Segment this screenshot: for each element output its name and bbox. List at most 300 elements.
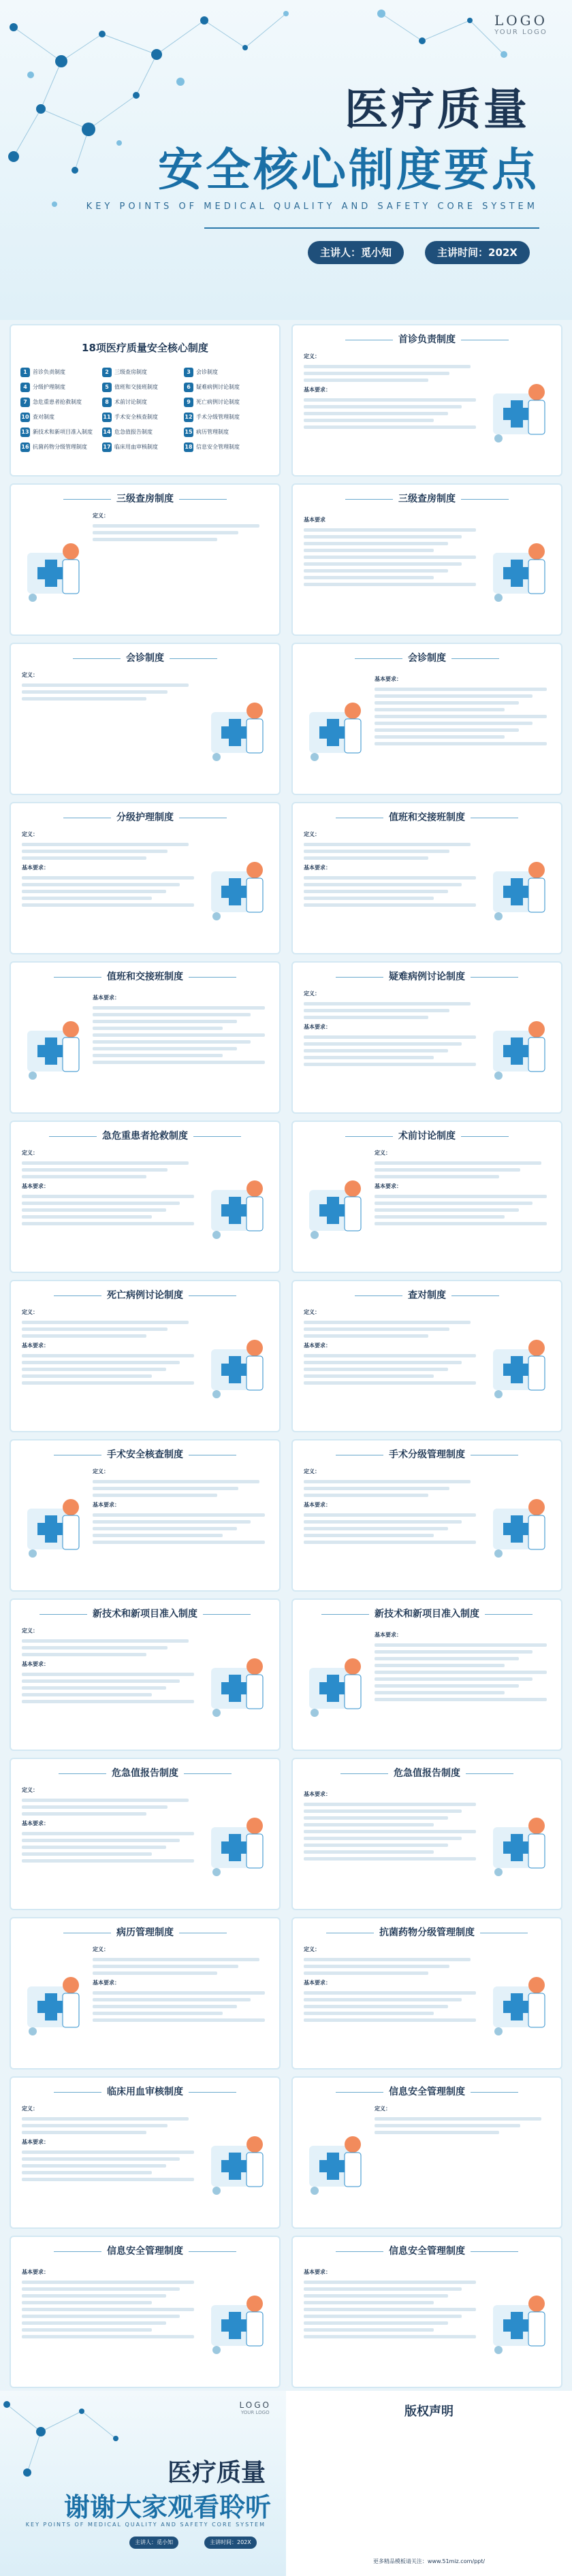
slide-body <box>375 1149 550 1229</box>
toc-item-label: 信息安全管理制度 <box>196 444 240 450</box>
text-line <box>22 2151 194 2154</box>
definition-label: 定义： <box>304 1309 320 1315</box>
text-line <box>375 735 505 739</box>
text-line <box>22 2281 194 2284</box>
text-line <box>304 1361 462 1364</box>
text-line <box>304 1374 434 1378</box>
text-line <box>22 876 194 880</box>
medical-illustration-icon <box>302 692 368 767</box>
text-line <box>22 1653 146 1656</box>
text-line <box>22 2117 189 2121</box>
logo-text: LOGO <box>494 12 547 29</box>
text-line <box>93 1061 265 1064</box>
text-line <box>304 1009 449 1012</box>
medical-illustration-icon <box>486 851 552 926</box>
text-line <box>304 365 471 368</box>
text-line <box>22 1852 152 1856</box>
toc-item <box>102 366 184 379</box>
text-line <box>22 1208 166 1212</box>
text-line <box>22 1327 168 1331</box>
text-line <box>304 1327 449 1331</box>
definition-label: 定义： <box>93 1468 109 1475</box>
text-line <box>304 549 434 552</box>
slide-body <box>22 671 197 704</box>
text-line <box>93 2005 237 2008</box>
cover-title-line2: 安全核心制度要点 <box>158 144 539 196</box>
ending-line1: 医疗质量 <box>167 2459 266 2487</box>
content-slide <box>10 1439 281 1592</box>
content-slide <box>291 483 562 636</box>
toc-slide <box>10 324 281 477</box>
text-line <box>304 1063 476 1066</box>
slide-title: 危急值报告制度 <box>11 1766 279 1780</box>
text-line <box>375 1643 547 1647</box>
slide-title: 信息安全管理制度 <box>11 2244 279 2257</box>
text-line <box>22 1812 146 1816</box>
toc-item-label: 危急值报告制度 <box>114 429 153 435</box>
slide-body <box>304 1946 479 2025</box>
toc-item <box>102 396 184 408</box>
toc-item <box>184 366 266 379</box>
toc-item-label: 新技术和新项目准入制度 <box>33 429 93 435</box>
text-line <box>93 1998 251 2001</box>
medical-illustration-icon <box>20 532 86 607</box>
text-line <box>375 701 519 705</box>
toc-item <box>184 381 266 393</box>
toc-item <box>20 366 102 379</box>
definition-label: 定义： <box>304 1946 320 1952</box>
text-line <box>304 1541 476 1544</box>
definition-label: 定义： <box>93 1946 109 1952</box>
content-slide <box>291 802 562 954</box>
ending-time-pill: 主讲时间：202X <box>204 2537 257 2549</box>
text-line <box>304 1035 476 1039</box>
requirements-label: 基本要求： <box>304 1023 331 1030</box>
text-line <box>22 1374 152 1378</box>
ending-logo-subtext: YOUR LOGO <box>240 2410 270 2415</box>
text-line <box>22 856 146 860</box>
text-line <box>93 1033 265 1037</box>
slide-body <box>22 2264 197 2342</box>
content-slide <box>291 1598 562 1751</box>
toc-item <box>184 410 266 423</box>
text-line <box>375 742 547 745</box>
content-slide <box>10 2076 281 2229</box>
slide-body <box>304 512 479 590</box>
definition-label: 定义： <box>304 991 320 997</box>
text-line <box>304 1480 471 1483</box>
slide-body <box>93 1946 268 2025</box>
text-line <box>304 2315 462 2318</box>
text-line <box>304 1809 462 1813</box>
definition-label: 定义： <box>93 513 109 519</box>
slide-body <box>22 1308 197 1388</box>
toc-item-number: 18 <box>184 442 193 452</box>
text-line <box>93 1013 251 1016</box>
text-line <box>304 2301 434 2304</box>
text-line <box>304 1049 448 1052</box>
text-line <box>93 1494 217 1497</box>
medical-illustration-icon <box>20 1010 86 1085</box>
definition-label: 定义： <box>22 1787 38 1793</box>
medical-illustration-icon <box>20 1966 86 2041</box>
text-line <box>93 1991 265 1995</box>
text-line <box>304 1857 476 1861</box>
text-line <box>304 1494 428 1497</box>
toc-item <box>102 410 184 423</box>
slide-body <box>93 990 268 1067</box>
text-line <box>22 697 146 701</box>
text-line <box>304 897 434 900</box>
requirements-label: 基本要求： <box>22 1342 49 1349</box>
slide-body <box>93 512 268 545</box>
toc-item-label: 首诊负责制度 <box>33 369 65 375</box>
content-slide <box>10 961 281 1114</box>
content-slide <box>10 1280 281 1432</box>
text-line <box>22 690 168 694</box>
text-line <box>22 2335 194 2338</box>
requirements-label: 基本要求： <box>304 386 331 393</box>
text-line <box>304 576 434 579</box>
text-line <box>375 2131 499 2134</box>
definition-label: 定义： <box>22 2106 38 2112</box>
text-line <box>22 1361 180 1364</box>
slide-title: 病历管理制度 <box>11 1925 279 1939</box>
medical-illustration-icon <box>204 851 270 926</box>
text-line <box>304 876 476 880</box>
slide-body <box>375 1627 550 1705</box>
text-line <box>22 2131 146 2134</box>
content-slide <box>291 1758 562 1910</box>
requirements-label: 基本要求： <box>93 995 120 1001</box>
medical-illustration-icon <box>20 1488 86 1563</box>
text-line <box>304 528 476 532</box>
text-line <box>93 1534 223 1537</box>
text-line <box>304 2287 462 2291</box>
ending-subtitle: KEY POINTS OF MEDICAL QUALITY AND SAFETY CORE SYSTEM <box>25 2522 266 2528</box>
toc-list <box>20 364 270 453</box>
text-line <box>304 1487 449 1490</box>
text-line <box>304 556 476 559</box>
text-line <box>22 2308 194 2311</box>
requirements-label: 基本要求： <box>93 1979 120 1986</box>
slide-body <box>22 831 197 910</box>
toc-item-label: 手术安全核查制度 <box>114 414 158 420</box>
toc-item <box>102 440 184 453</box>
cover-divider <box>204 227 539 229</box>
text-line <box>304 1368 448 1371</box>
slide-title: 值班和交接班制度 <box>293 810 561 824</box>
text-line <box>22 843 189 846</box>
text-line <box>375 722 533 725</box>
text-line <box>22 903 194 907</box>
text-line <box>304 412 448 415</box>
toc-item-number: 12 <box>184 413 193 422</box>
copyright-footer: 更多精品模板请关注：www.51miz.com/ppt/ <box>372 2558 486 2564</box>
medical-illustration-icon <box>486 1488 552 1563</box>
toc-item <box>20 425 102 438</box>
content-slide <box>291 2236 562 2388</box>
definition-label: 定义： <box>304 1468 320 1475</box>
text-line <box>22 1673 194 1676</box>
slide-title: 抗菌药物分级管理制度 <box>293 1925 561 1939</box>
slide-body <box>375 2105 550 2138</box>
medical-illustration-icon <box>204 692 270 767</box>
requirements-label: 基本要求： <box>22 1660 49 1667</box>
text-line <box>22 683 189 687</box>
text-line <box>375 1222 547 1225</box>
toc-item <box>102 425 184 438</box>
slide-body <box>304 1308 479 1388</box>
content-slide <box>10 1598 281 1751</box>
slide-title: 值班和交接班制度 <box>11 969 279 983</box>
text-line <box>93 2012 223 2015</box>
text-line <box>375 1664 505 1667</box>
toc-item-number: 6 <box>184 383 193 392</box>
text-line <box>304 903 476 907</box>
text-line <box>304 850 449 853</box>
text-line <box>304 1830 476 1833</box>
toc-item <box>184 396 266 408</box>
content-slide <box>10 1121 281 1273</box>
medical-illustration-icon <box>486 1010 552 1085</box>
text-line <box>304 1803 476 1806</box>
speaker-pill: 主讲人：觅小知 <box>308 241 404 264</box>
slide-title: 急危重患者抢救制度 <box>11 1129 279 1142</box>
text-line <box>304 372 449 375</box>
toc-item-number: 17 <box>102 442 112 452</box>
medical-illustration-icon <box>302 2125 368 2200</box>
text-line <box>304 1520 462 1524</box>
text-line <box>22 2157 180 2161</box>
requirements-label: 基本要求： <box>304 1342 331 1349</box>
medical-illustration-icon <box>204 1647 270 1722</box>
text-line <box>375 1650 533 1654</box>
requirements-label: 基本要求： <box>304 2269 331 2275</box>
medical-illustration-icon <box>204 1170 270 1244</box>
text-line <box>304 1321 471 1324</box>
slide-title: 首诊负责制度 <box>293 332 561 346</box>
slide-body <box>375 671 550 749</box>
medical-illustration-icon <box>204 2285 270 2360</box>
requirements-label: 基本要求： <box>304 1501 331 1508</box>
text-line <box>93 2018 265 2022</box>
text-line <box>375 728 519 732</box>
text-line <box>22 1693 152 1696</box>
requirements-label: 基本要求： <box>22 2138 49 2145</box>
text-line <box>375 2124 520 2127</box>
text-line <box>304 1334 428 1338</box>
slide-body <box>304 1786 479 1864</box>
medical-illustration-icon <box>486 1329 552 1404</box>
text-line <box>304 1823 434 1826</box>
slide-body <box>304 2264 479 2342</box>
toc-item-number: 8 <box>102 398 112 407</box>
toc-item-label: 临床用血审核制度 <box>114 444 158 450</box>
slide-title: 危急值报告制度 <box>293 1766 561 1780</box>
text-line <box>375 1677 533 1681</box>
text-line <box>22 1161 189 1165</box>
ending-slide <box>0 2391 286 2576</box>
text-line <box>22 1679 180 1683</box>
text-line <box>93 1040 251 1044</box>
toc-item-label: 病历管理制度 <box>196 429 229 435</box>
medical-illustration-icon <box>302 1647 368 1722</box>
text-line <box>304 379 428 382</box>
toc-item <box>20 381 102 393</box>
text-line <box>304 1816 448 1820</box>
text-line <box>375 1657 519 1660</box>
cover-subtitle: KEY POINTS OF MEDICAL QUALITY AND SAFETY CORE SYSTEM <box>86 202 538 212</box>
content-slide <box>291 324 562 477</box>
text-line <box>22 2294 166 2298</box>
toc-item <box>20 396 102 408</box>
toc-item-label: 死亡病例讨论制度 <box>196 399 240 405</box>
toc-item-label: 三级查房制度 <box>114 369 147 375</box>
text-line <box>304 2335 476 2338</box>
definition-label: 定义： <box>22 831 38 837</box>
text-line <box>304 2328 434 2332</box>
medical-illustration-icon <box>486 2285 552 2360</box>
toc-item-label: 查对制度 <box>33 414 54 420</box>
text-line <box>93 1054 223 1057</box>
text-line <box>304 2321 448 2325</box>
text-line <box>93 1047 237 1050</box>
text-line <box>22 1321 189 1324</box>
text-line <box>304 856 428 860</box>
text-line <box>304 425 476 429</box>
text-line <box>304 1016 428 1019</box>
medical-illustration-icon <box>204 1329 270 1404</box>
logo <box>494 12 547 36</box>
text-line <box>375 688 547 691</box>
text-line <box>375 1684 519 1688</box>
text-line <box>304 2012 434 2015</box>
text-line <box>304 1971 428 1975</box>
text-line <box>22 2328 152 2332</box>
text-line <box>304 2018 476 2022</box>
text-line <box>304 1002 471 1005</box>
text-line <box>93 538 217 541</box>
toc-item-number: 15 <box>184 428 193 437</box>
text-line <box>375 1215 505 1219</box>
text-line <box>304 883 462 886</box>
slide-body <box>304 353 479 432</box>
toc-item-number: 16 <box>20 442 30 452</box>
definition-label: 定义： <box>22 1628 38 1634</box>
text-line <box>304 1998 462 2001</box>
text-line <box>22 1859 194 1863</box>
requirements-label: 基本要求： <box>93 1501 120 1508</box>
text-line <box>304 419 434 422</box>
text-line <box>375 1168 520 1172</box>
ending-logo <box>240 2400 271 2415</box>
toc-item-number: 4 <box>20 383 30 392</box>
text-line <box>304 562 462 566</box>
text-line <box>375 2117 541 2121</box>
text-line <box>375 1175 499 1178</box>
text-line <box>304 1844 448 1847</box>
requirements-label: 基本要求： <box>22 2269 49 2275</box>
text-line <box>375 1208 519 1212</box>
text-line <box>375 708 505 711</box>
toc-item-number: 2 <box>102 368 112 377</box>
requirements-label: 基本要求： <box>304 864 331 871</box>
content-slide <box>10 2236 281 2388</box>
text-line <box>22 2301 152 2304</box>
text-line <box>93 1487 238 1490</box>
text-line <box>22 1839 180 1842</box>
text-line <box>22 1215 152 1219</box>
text-line <box>22 1646 168 1649</box>
toc-item-label: 疑难病例讨论制度 <box>196 384 240 390</box>
text-line <box>93 1520 251 1524</box>
toc-item-number: 7 <box>20 398 30 407</box>
cover-slide <box>0 0 572 320</box>
slide-title: 术前讨论制度 <box>293 1129 561 1142</box>
text-line <box>304 2281 476 2284</box>
requirements-label: 基本要求： <box>375 1632 402 1638</box>
toc-item <box>102 381 184 393</box>
text-line <box>93 1480 259 1483</box>
toc-item-label: 分级护理制度 <box>33 384 65 390</box>
text-line <box>304 535 462 538</box>
medical-illustration-icon <box>204 1807 270 1882</box>
slide-title: 临床用血审核制度 <box>11 2084 279 2098</box>
requirements-label: 基本要求 <box>304 517 325 523</box>
medical-illustration-icon <box>486 1807 552 1882</box>
definition-label: 定义： <box>304 353 320 359</box>
text-line <box>304 1958 471 1961</box>
toc-item-label: 值班和交接班制度 <box>114 384 158 390</box>
text-line <box>375 694 533 698</box>
text-line <box>22 2124 168 2127</box>
text-line <box>22 1354 194 1357</box>
slide-title: 三级查房制度 <box>293 492 561 505</box>
content-slide <box>291 961 562 1114</box>
slide-title: 手术分级管理制度 <box>293 1447 561 1461</box>
text-line <box>304 1381 476 1385</box>
text-line <box>93 1027 223 1030</box>
slide-body <box>304 1468 479 1547</box>
text-line <box>304 2308 476 2311</box>
definition-label: 定义： <box>22 672 38 678</box>
requirements-label: 基本要求： <box>375 676 402 682</box>
slide-body <box>304 831 479 910</box>
slide-body <box>22 2105 197 2185</box>
text-line <box>304 405 462 408</box>
slide-title: 信息安全管理制度 <box>293 2084 561 2098</box>
text-line <box>22 1334 146 1338</box>
text-line <box>22 1381 194 1385</box>
toc-item <box>20 440 102 453</box>
text-line <box>22 1168 168 1172</box>
text-line <box>93 1958 259 1961</box>
text-line <box>304 1056 434 1059</box>
toc-item-number: 13 <box>20 428 30 437</box>
logo-subtext: YOUR LOGO <box>494 29 547 36</box>
text-line <box>22 1175 146 1178</box>
text-line <box>375 715 547 718</box>
copyright-title: 版权声明 <box>404 2404 454 2419</box>
text-line <box>22 1846 166 1849</box>
slide-title: 分级护理制度 <box>11 810 279 824</box>
text-line <box>304 2005 448 2008</box>
text-line <box>304 1837 462 1840</box>
requirements-label: 基本要求： <box>22 1182 49 1189</box>
toc-item-label: 抗菌药物分级管理制度 <box>33 444 87 450</box>
medical-illustration-icon <box>486 373 552 448</box>
